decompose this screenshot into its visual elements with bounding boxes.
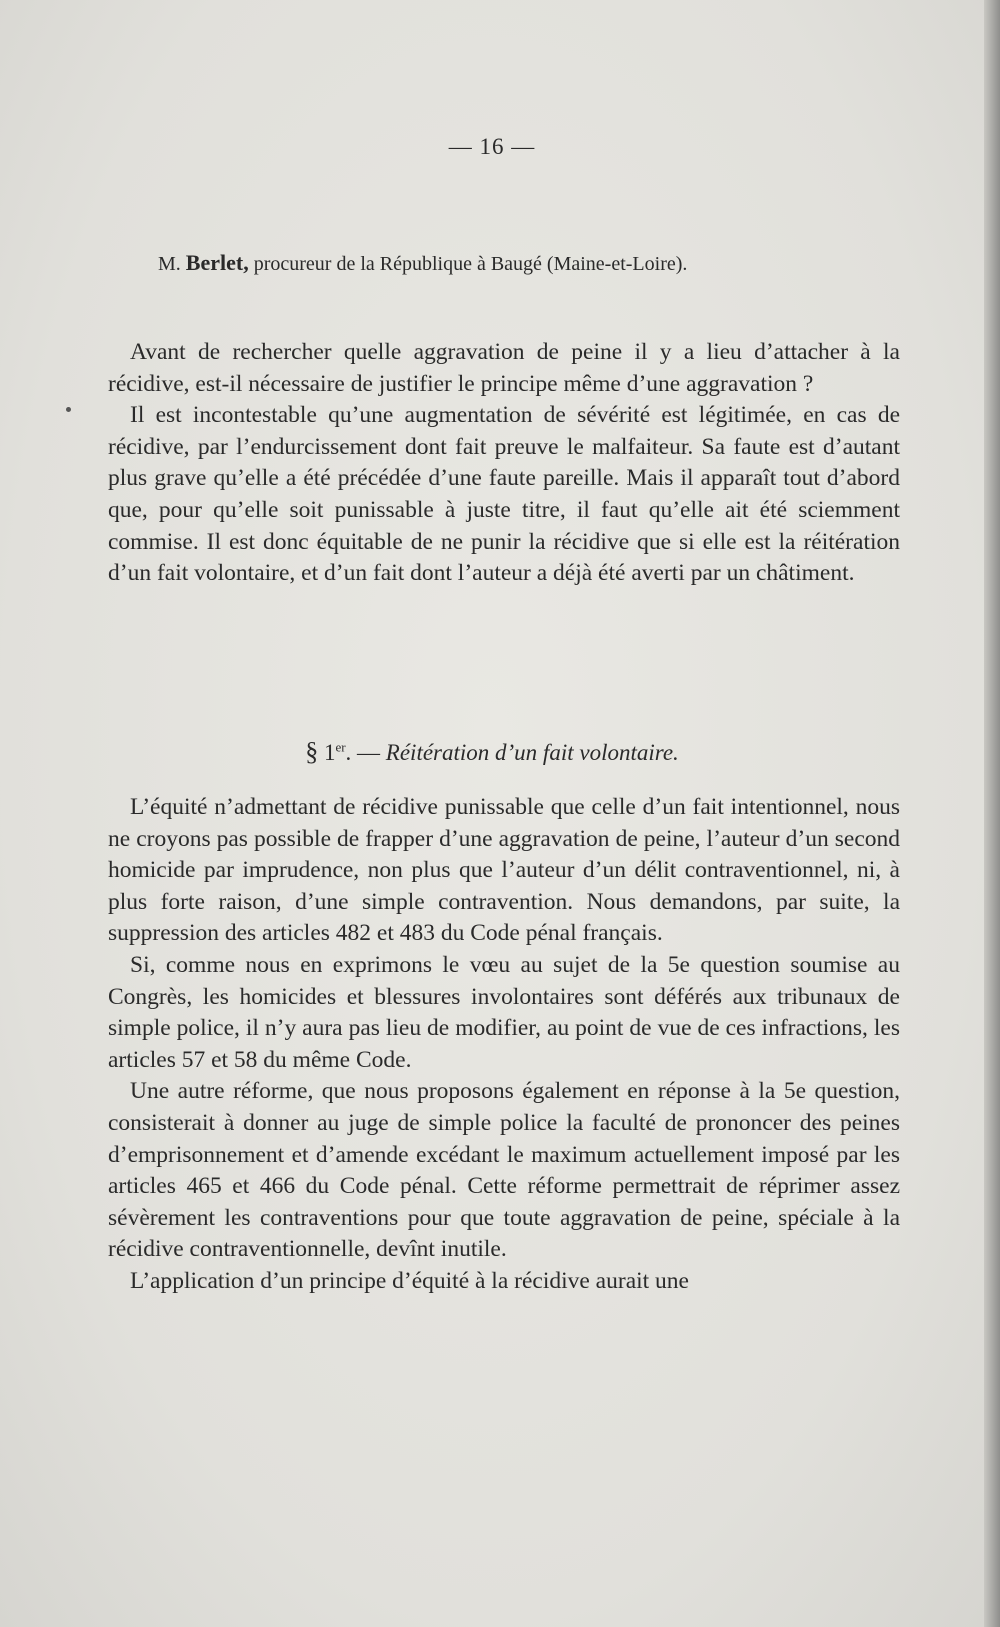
page-number: — 16 — [448, 134, 536, 159]
section-symbol: § [305, 737, 319, 766]
margin-mark [66, 407, 71, 412]
section-title: Réitération d’un fait volontaire. [385, 740, 679, 765]
paragraph: Avant de rechercher quelle aggravation de peine il y a lieu d’attacher à la récidive, est-il nécessaire de justifier le principe même d’une aggravation ? [108, 339, 900, 397]
paragraph: L’équité n’admettant de récidive punissable que celle d’un fait intentionnel, nous ne croyons pas possible de frapper d’une aggravation de peine, l’auteur d’un second homicide par imprudence, non plus que l’auteur d’un délit contraventionnel, ni, à plus forte raison, d’une simple contravention. Nous demandons, par suite, la suppression des articles 482 et 483 du Code pénal français. [108, 794, 900, 947]
paragraph: Si, comme nous en exprimons le vœu au sujet de la 5e question soumise au Congrès, les homicides et blessures involontaires sont déférés aux tribunaux de simple police, il n’y aura pas lieu de modifier, au point de vue de ces infractions, les articles 57 et 58 du même Code. [108, 951, 900, 1073]
section-text [108, 792, 900, 1298]
author-line [158, 250, 687, 276]
author-title: procureur de la République à Baugé (Maine-et-Loire). [253, 253, 688, 275]
section-heading [0, 737, 984, 767]
author-prefix: M. [158, 253, 181, 275]
paragraph: Il est incontestable qu’une augmentation de sévérité est légitimée, en cas de récidive, par l’endurcissement dont fait preuve le malfaiteur. Sa faute est d’autant plus grave qu’elle a été précédée d’une faute pareille. Mais il apparaît tout d’abord que, pour qu’elle soit punissable à juste titre, il faut qu’elle ait été sciemment commise. Il est donc équitable de ne punir la récidive que si elle est la réitération d’un fait volontaire, et d’un fait dont l’auteur a déjà été averti par un châtiment. [108, 402, 900, 587]
paragraph: L’application d’un principe d’équité à la récidive aurait une [130, 1267, 689, 1294]
author-name: Berlet, [185, 250, 249, 275]
section-number: 1 [323, 740, 336, 765]
section-separator: . — [345, 740, 381, 765]
paragraph: Une autre réforme, que nous proposons également en réponse à la 5e question, consisterait à donner au juge de simple police la faculté de prononcer des peines d’emprisonnement et d’amende excédant le maximum actuellement imposé par les articles 465 et 466 du Code pénal. Cette réforme permettrait de réprimer assez sévèrement les contraventions pour que toute aggravation de peine, spéciale à la récidive contraventionnelle, devînt inutile. [108, 1078, 900, 1263]
section-number-suffix: er [335, 739, 346, 755]
page-edge [984, 0, 1000, 1627]
intro-text [108, 337, 900, 590]
